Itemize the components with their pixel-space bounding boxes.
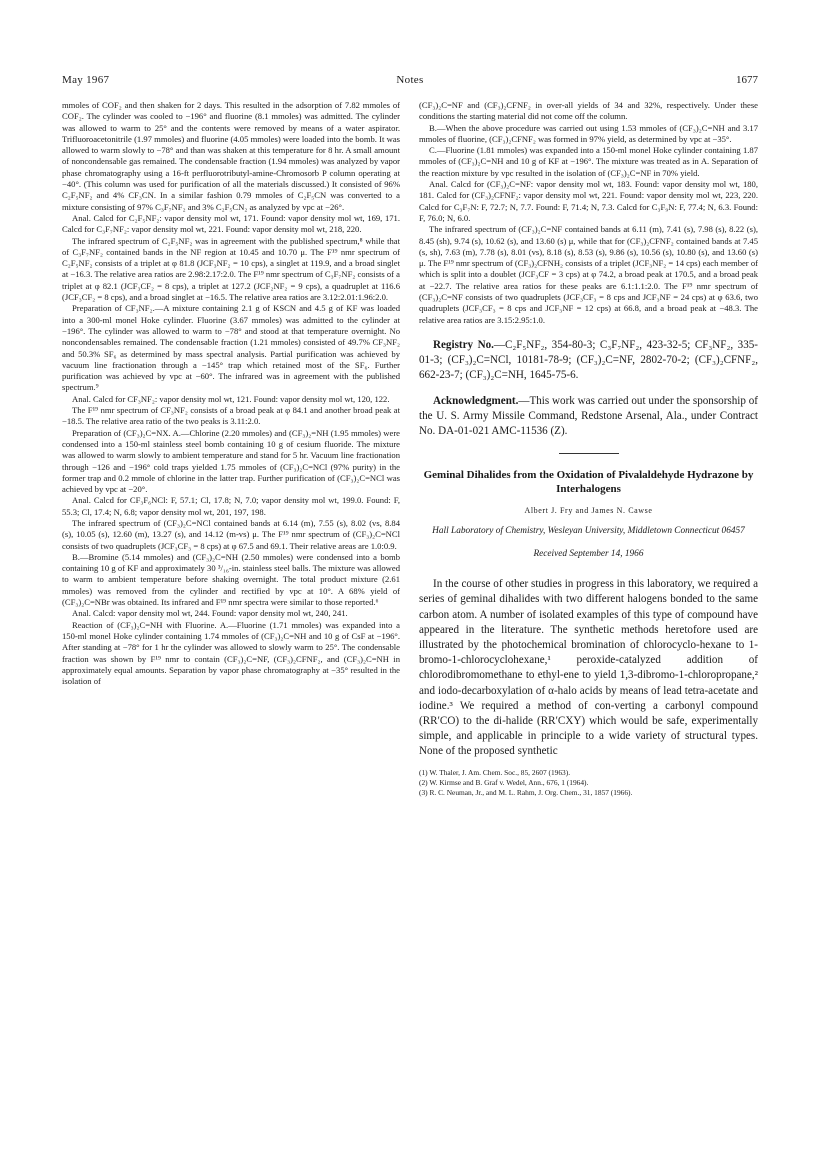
acknowledgment-label: Acknowledgment.: [433, 394, 519, 407]
header-section: Notes: [396, 74, 424, 86]
paragraph: Anal. Calcd for C₂F₅NF₂: vapor density mol wt, 171. Found: vapor density mol wt, 169, 171. Calcd for C₃F₇NF₂: vapor density mol wt, 221. Found: vapor density mol wt, 218, 220.: [62, 212, 400, 235]
paragraph: (CF₃)₂C=NF and (CF₃)₂CFNF₂ in over-all yields of 34 and 32%, respectively. Under these conditions the starting material did not come off the column.: [419, 100, 758, 122]
acknowledgment-text: —This work was carried out under the sponsorship of the U. S. Army Missile Command, Redstone Arsenal, Ala., under Contract No. DA-01-021 AMC-11536 (Z).: [419, 394, 758, 437]
left-column: [62, 100, 400, 687]
header-date: May 1967: [62, 74, 110, 86]
paragraph: Anal. Calcd for CF₃NF₂: vapor density mol wt, 121. Found: vapor density mol wt, 120, 122.: [72, 393, 390, 404]
footnotes: [419, 768, 758, 798]
paragraph: Reaction of (CF₃)₂C=NH with Fluorine. A.—Fluorine (1.71 mmoles) was expanded into a 150-ml monel Hoke cylinder containing 1.74 mmoles of (CF₃)₂C=NH and 10 g of CsF at −196°. After standing at −78° for 1 hr the cylinder was allowed to slowly warm to 25°. The condensable fraction was shown by F¹⁹ nmr to contain (CF₃)₂C=NF, (CF₃)₂CFNF₂, and (CF₃)₂C=NH in approximately equal amounts. Separation by vapor phase chromatography at −35° resulted in the isolation of: [62, 619, 400, 687]
footnote: (1) W. Thaler, J. Am. Chem. Soc., 85, 2607 (1963).: [419, 767, 571, 777]
page-header: [62, 74, 758, 90]
registry-text: —C₂F₅NF₂, 354-80-3; C₃F₇NF₂, 423-32-5; CF₃NF₂, 335-01-3; (CF₃)₂C=NCl, 10181-78-9; (CF₃)₂C=NF, 2802-70-2; (CF₃)₂CFNF₂, 662-23-7; (CF₃)₂C=NH, 1645-75-6.: [419, 338, 758, 382]
paragraph: The F¹⁹ nmr spectrum of CF₃NF₂ consists of a broad peak at φ 84.1 and another broad peak at −18.5. The relative area ratio of the two peaks is 3.11:2.0.: [62, 405, 400, 427]
paragraph: Preparation of (CF₃)₂C=NX. A.—Chlorine (2.20 mmoles) and (CF₃)₂=NH (1.95 mmoles) were condensed into a 150-ml stainless steel bomb containing 10 g of cesium fluoride. The mixture was allowed to warm slowly to ambient temperature and stand for 5 hr. Vacuum line fractionation through −126 and −196° cold traps yielded 1.75 mmoles of (CF₃)₂C=NCl (97% purity) in the former trap and 0.2 mmole of chlorine in the latter trap. Further purification of (CF₃)₂C=NCl was achieved by vpc at −20°.: [62, 427, 400, 495]
acknowledgment-section: [419, 394, 758, 440]
paragraph: The infrared spectrum of (CF₃)₂C=NF contained bands at 6.11 (m), 7.41 (s), 7.98 (s), 8.22 (s), 8.45 (sh), 9.74 (s), 10.62 (s), and 13.60 (s) μ, while that for (CF₃)₂CFNF₂ contained bands at 7.45 (s, sh), 7.63 (m), 7.78 (s), 8.01 (vs), 8.18 (s), 8.53 (s), 9.86 (s), 10.56 (s), 10.80 (s), and 13.60 (s) μ. The F¹⁹ nmr spectrum of (CF₃)₂CFNH₂ consists of a triplet (JCF₃NF₂ = 14 cps) each member of which is split into a doublet (JCF₃CF = 3 cps) at φ 74.2, a broad peak at 170.5, and a broad peak at −22.7. The relative area ratios for these peaks are 6.1:1.1:2.0. The F¹⁹ nmr spectrum of (CF₃)₂C=NF consists of two quadruplets (JCF₃CF₃ = 8 cps and JCF₃NF = 24 cps) at φ 63.6, two quadruplets (JCF₃CF₃ = 8 cps and JCF₃NF = 12 cps) at 66.8, and a broad peak at −48.3. The relative area ratios are 3.15:2.95:1.0.: [419, 224, 758, 325]
article-title: Geminal Dihalides from the Oxidation of Pivalaldehyde Hydrazone by Interhalogens: [423, 469, 754, 496]
divider: [559, 453, 619, 454]
right-column: [419, 100, 758, 798]
paragraph: Preparation of CF₃NF₂.—A mixture containing 2.1 g of KSCN and 4.5 g of KF was loaded into a 300-ml monel Hoke cylinder. Fluorine (3.67 mmoles) was admitted to the cylinder at −196°. The cylinder was allowed to warm to −78° and stood at that temperature overnight. No noncondensables remained. The condensable fraction (1.21 mmoles) consisted of 49.7% CF₃NF₂ and 50.3% SF₆ as determined by mass spectral analysis. Partial purification was achieved by vacuum line fractionation through a −145° trap which retained most of the SF₆. Further purification was achieved by vpc at −60°. The infrared was in agreement with the published spectrum.⁹: [62, 303, 400, 393]
paragraph: B.—Bromine (5.14 mmoles) and (CF₃)₂C=NH (2.50 mmoles) were condensed into a bomb containing 10 g of KF and approximately 30 ³/₁₆-in. stainless steel balls. The mixture was allowed to warm to ambient temperature before shaking overnight. The total product mixture (2.61 mmoles) was removed from the cylinder and rectified by vpc at 10°. A 68% yield of (CF₃)₂C=NBr was obtained. Its infrared and F¹⁹ nmr spectra were similar to those reported.⁶: [62, 551, 400, 608]
paragraph: mmoles of COF₂ and then shaken for 2 days. This resulted in the adsorption of 7.82 mmoles of COF₂. The cylinder was cooled to −196° and fluorine (8.1 mmoles) was admitted. The cylinder was allowed to warm to 25° and the contents were removed by means of a water aspirator. Trifluoroacetonitrile (1.97 mmoles) and fluorine (4.05 mmoles) were loaded into the bomb. It was allowed to warm slowly to −78° and than was shaken at this temperature for 8 hr. A small amount of noncondensable gas remained. The condensable fraction (1.94 mmoles) was analyzed by vapor phase chromatography using a 16-ft perfluorotributyl-amine-Chromosorb P column operating at −40°. (This column was used for purification of all the materials discussed.) It consisted of 96% C₂F₅NF₂ and 4% CF₃CN. In a similar fashion 0.79 mmoles of C₂F₅CN was converted to a mixture consisting of 97% C₃F₇NF₂ and 3% C₂F₅CN₂ as analyzed by vpc at −26°.: [62, 100, 400, 212]
header-page-number: 1677: [736, 74, 758, 86]
paragraph: The infrared spectrum of C₂F₅NF₂ was in agreement with the published spectrum,⁸ while that of C₃F₇NF₂ contained bands in the NF region at 10.45 and 10.70 μ. The F¹⁹ nmr spectrum of C₂F₅NF₂ consists of a triplet at φ 81.8 (JCF₃NF₂ = 10 cps), a singlet at 119.9, and a broad singlet at −16.3. The relative area ratios are 2.98:2.17:2.0. The F¹⁹ nmr spectrum of C₃F₇NF₂ consists of a triplet at φ 82.1 (JCF₃CF₂ = 8 cps), a triplet at 127.2 (JCF₂NF₂ = 9 cps), a quadruplet at 116.6 (JCF₃CF₂ = 8 cps), and a broad singlet at −16.5. The relative area ratios are 3.12:2.01:1.96:2.0.: [62, 235, 400, 303]
paragraph: C.—Fluorine (1.81 mmoles) was expanded into a 150-ml monel Hoke cylinder containing 1.87 mmoles of (CF₃)₂C=NH and 10 g of KF at −196°. The mixture was treated as in A. Separation of the reaction mixture by vpc resulted in the isolation of (CF₃)₂C=NF in 70% yield.: [419, 145, 758, 178]
paragraph: Anal. Calcd: vapor density mol wt, 244. Found: vapor density mol wt, 240, 241.: [72, 608, 348, 619]
registry-label: Registry No.: [433, 338, 494, 351]
article-body: [419, 577, 758, 759]
received-date: Received September 14, 1966: [533, 549, 644, 560]
article-authors: Albert J. Fry and James N. Cawse: [524, 506, 653, 516]
registry-section: [419, 338, 758, 384]
paragraph: The infrared spectrum of (CF₃)₂C=NCl contained bands at 6.14 (m), 7.55 (s), 8.02 (vs, 8.84 (s), 10.05 (s), 12.60 (m), 13.27 (s), and 14.12 (m-vs) μ. The F¹⁹ nmr spectrum of (CF₃)₂C=NCl consists of two quadruplets (JCF₃CF₃ = 8 cps) at φ 67.5 and 69.1. Their relative areas are 1.0:0.9.: [62, 517, 400, 551]
paragraph: B.—When the above procedure was carried out using 1.53 mmoles of (CF₃)₂C=NH and 3.17 mmoles of fluorine, (CF₃)₂CFNF₂ was formed in 97% yield, as determined by vpc at −35°.: [419, 122, 758, 144]
footnote: (2) W. Kirmse and B. Graf v. Wedel, Ann., 676, 1 (1964).: [419, 777, 589, 787]
article-affiliation: Hall Laboratory of Chemistry, Wesleyan University, Middletown Connecticut 06457: [432, 526, 745, 537]
paragraph: In the course of other studies in progress in this laboratory, we required a series of geminal dihalides with two different halogens bonded to the same carbon atom. A number of isolated examples of this type of compound have appeared in the literature. The synthetic methods heretofore used are illustrated by the photochemical bromination of chlorocyclo-hexane to 1-bromo-1-chlorocyclohexane,¹ peroxide-catalyzed addition of chlorodibromomethane to ethyl-ene to yield 1,3-dibromo-1-chloropropane,² and iodo-decarboxylation of α-halo acids by means of lead tetra-acetate and iodine.³ We required a method of con-verting a carbonyl compound (RR′CO) to the di-halide (RR′CXY) which would be safe, experimentally simple, and applicable in principle to a wide variety of structural types. None of the proposed synthetic: [419, 578, 758, 758]
paragraph: Anal. Calcd for (CF₃)₂C=NF: vapor density mol wt, 183. Found: vapor density mol wt, 180, 181. Calcd for (CF₃)₂CFNF₂: vapor density mol wt, 221. Found: vapor density mol wt, 223, 220. Calcd for C₃F₇N: F, 72.7; N, 7.7. Found: F, 71.4; N, 7.3. Calcd for C₃F₉N: F, 77.4; N, 6.3. Found: F, 76.0; N, 6.0.: [419, 179, 758, 223]
experimental-continued: [419, 100, 758, 326]
footnote: (3) R. C. Neuman, Jr., and M. L. Rahm, J. Org. Chem., 31, 1857 (1966).: [419, 787, 633, 797]
paragraph: Anal. Calcd for CF₃F₆NCl: F, 57.1; Cl, 17.8; N, 7.0; vapor density mol wt, 199.0. Found: F, 55.3; Cl, 17.4; N, 6.8; vapor density mol wt, 201, 197, 198.: [62, 495, 400, 517]
